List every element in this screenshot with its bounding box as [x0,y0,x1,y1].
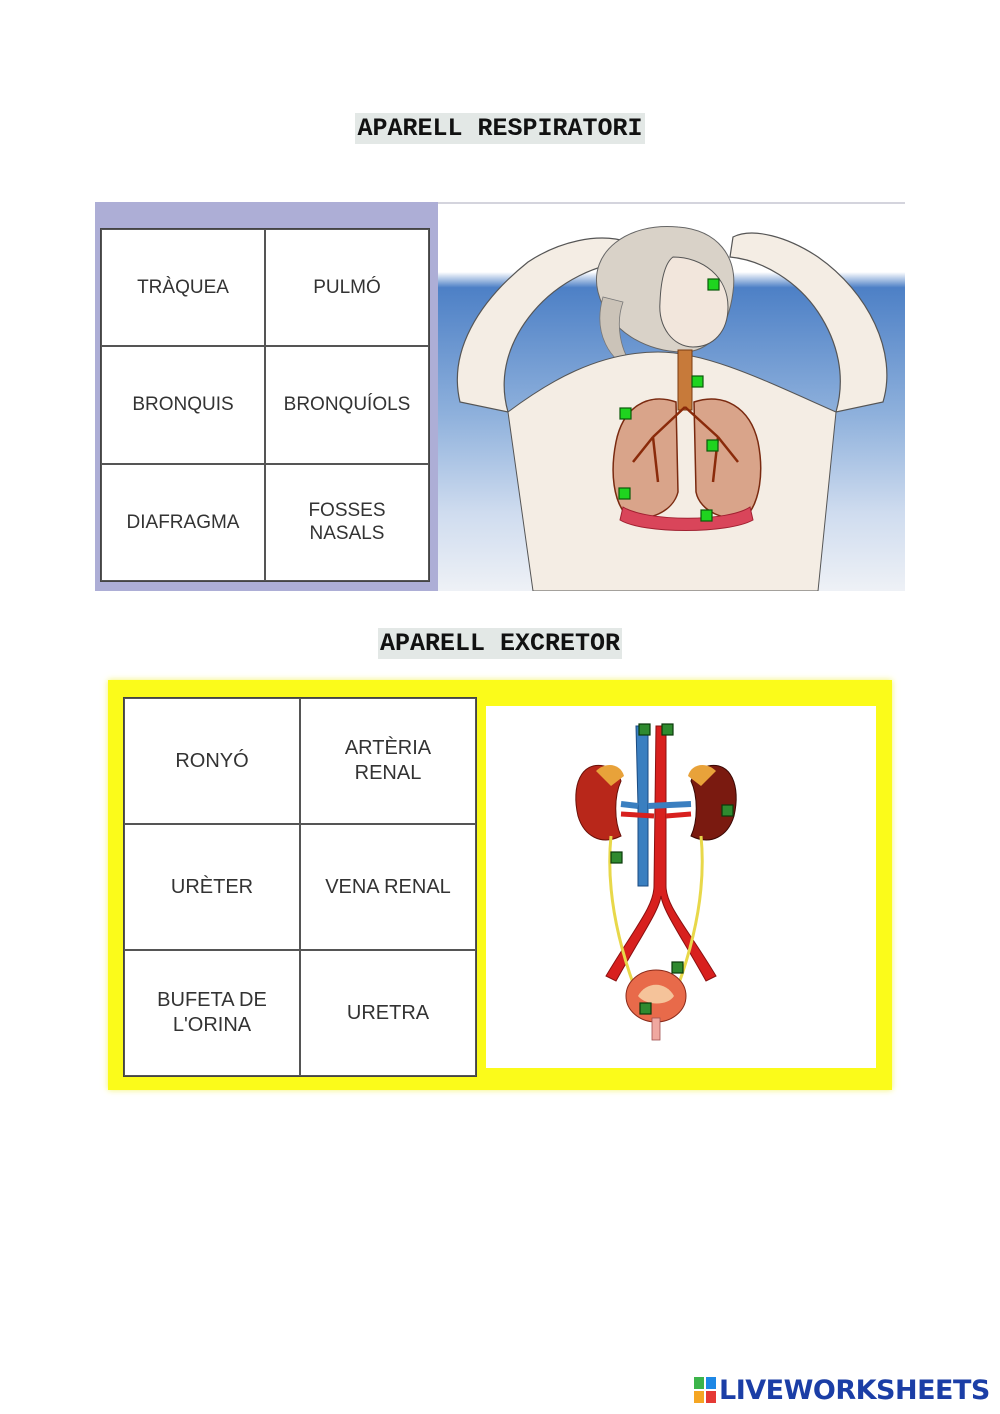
drop-target-fosses-nasals[interactable] [708,279,719,290]
respiratory-panel [95,202,905,591]
excretory-title-text: APARELL EXCRETOR [379,629,621,658]
label-pulmo[interactable]: PULMÓ [265,229,429,346]
respiratory-title [0,114,1000,143]
label-ureter[interactable]: URÈTER [124,824,300,950]
excretory-panel [108,680,892,1090]
drop-target-bufeta-orina[interactable] [672,962,683,973]
label-arteria-renal[interactable]: ARTÈRIA RENAL [300,698,476,824]
drop-target-traquea[interactable] [692,376,703,387]
respiratory-system-illustration [438,202,905,591]
label-bronquiols[interactable]: BRONQUÍOLS [265,346,429,463]
label-vena-renal[interactable]: VENA RENAL [300,824,476,950]
label-diafragma[interactable]: DIAFRAGMA [101,464,265,581]
label-fosses-nasals[interactable]: FOSSES NASALS [265,464,429,581]
drop-target-uretra[interactable] [640,1003,651,1014]
label-uretra[interactable]: URETRA [300,950,476,1076]
drop-target-arteria-renal[interactable] [662,724,673,735]
drop-target-bronquis[interactable] [620,408,631,419]
respiratory-label-area [95,202,438,591]
respiratory-title-text: APARELL RESPIRATORI [357,114,643,143]
excretory-system-illustration [486,706,876,1068]
label-traquea[interactable]: TRÀQUEA [101,229,265,346]
excretory-label-grid [123,697,477,1077]
drop-target-diafragma[interactable] [701,510,712,521]
excretory-title [0,629,1000,658]
drop-target-bronquiols[interactable] [619,488,630,499]
drop-target-pulmo[interactable] [707,440,718,451]
liveworksheets-logo-icon [694,1377,716,1403]
liveworksheets-brand-text: LIVEWORKSHEETS [719,1374,990,1406]
label-ronyo[interactable]: RONYÓ [124,698,300,824]
label-bufeta-orina[interactable]: BUFETA DE L'ORINA [124,950,300,1076]
label-bronquis[interactable]: BRONQUIS [101,346,265,463]
drop-target-ronyo[interactable] [722,805,733,816]
respiratory-label-grid [100,228,430,582]
drop-target-ureter[interactable] [611,852,622,863]
liveworksheets-logo [694,1374,990,1406]
drop-target-vena-renal[interactable] [639,724,650,735]
